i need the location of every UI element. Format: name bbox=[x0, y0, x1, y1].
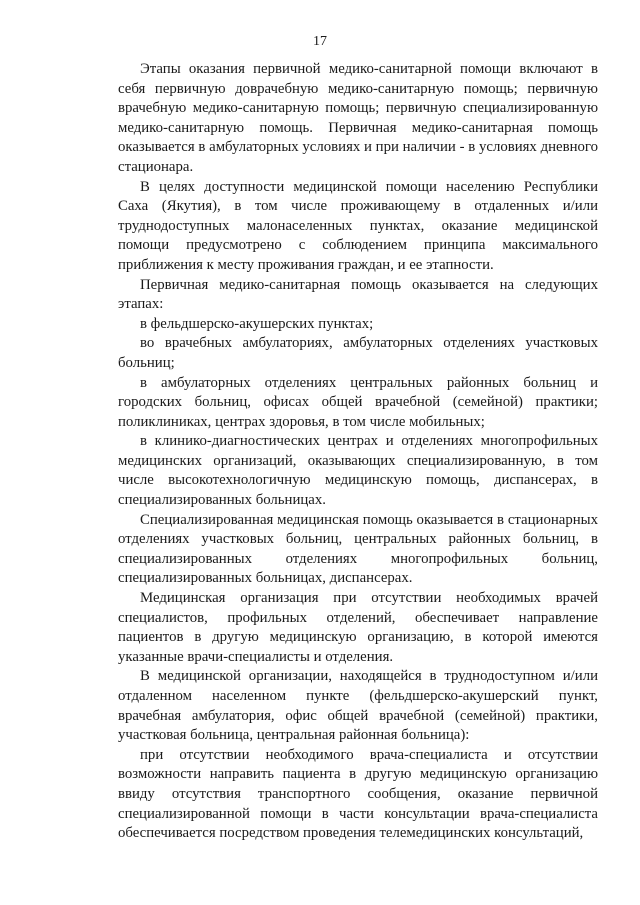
paragraph-care-levels-intro: Первичная медико-санитарная помощь оказывается на следующих этапах: bbox=[118, 276, 598, 313]
paragraph-accessibility: В целях доступности медицинской помощи населению Республики Саха (Якутия), в том числе проживающему в отдаленных и/или труднодоступных малонаселенных пунктах, оказание медицинской помощи предусмотрено с соблюдением принципа максимального приближения к месту проживания граждан, и ее этапности. bbox=[118, 178, 598, 273]
list-item-feldsher-points: в фельдшерско-акушерских пунктах; bbox=[140, 315, 374, 332]
page-number: 17 bbox=[313, 34, 327, 49]
paragraph-stages-of-care: Этапы оказания первичной медико-санитарной помощи включают в себя первичную доврачебную медико-санитарную помощь; первичную врачебную медико-санитарную помощь; первичную специализированную медико-санитарную помощь. Первичная медико-санитарная помощь оказывается в амбулаторных условиях и при наличии - в условиях дневного стационара. bbox=[118, 61, 598, 175]
paragraph-specialized-care: Специализированная медицинская помощь оказывается в стационарных отделениях участковых больниц, центральных районных больниц, в специализированных отделениях многопрофильных больниц, специализированных больницах, диспансерах. bbox=[118, 511, 598, 587]
paragraph-remote-settlements: В медицинской организации, находящейся в труднодоступном и/или отдаленном населенном пункте (фельдшерско-акушерский пункт, врачебная амбулатория, офис общей врачебной (семейной) практики, участковая больница, центральная районная больница): bbox=[118, 668, 598, 744]
paragraph-telemedicine: при отсутствии необходимого врача-специалиста и отсутствии возможности направить пациента в другую медицинскую организацию ввиду отсутствия транспортного сообщения, оказание первичной специализированной помощи в части консультации врача-специалиста обеспечивается посредством проведения телемедицинских консультаций, bbox=[118, 746, 598, 842]
body-text bbox=[118, 60, 598, 844]
list-item-district-hospitals: в амбулаторных отделениях центральных районных больниц и городских больниц, офисах общей врачебной (семейной) практики; поликлиниках, центрах здоровья, в том числе мобильных; bbox=[118, 374, 598, 430]
list-item-diagnostic-centers: в клинико-диагностических центрах и отделениях многопрофильных медицинских организаций, оказывающих специализированную, в том числе высокотехнологичную медицинскую помощь, диспансерах, в специализированных больницах. bbox=[118, 433, 598, 509]
paragraph-patient-referral: Медицинская организация при отсутствии необходимых врачей специалистов, профильных отделений, обеспечивает направление пациентов в другую медицинскую организацию, в которой имеются указанные врачи-специалисты и отделения. bbox=[118, 590, 598, 665]
list-item-ambulatories: во врачебных амбулаториях, амбулаторных отделениях участковых больниц; bbox=[118, 335, 598, 371]
